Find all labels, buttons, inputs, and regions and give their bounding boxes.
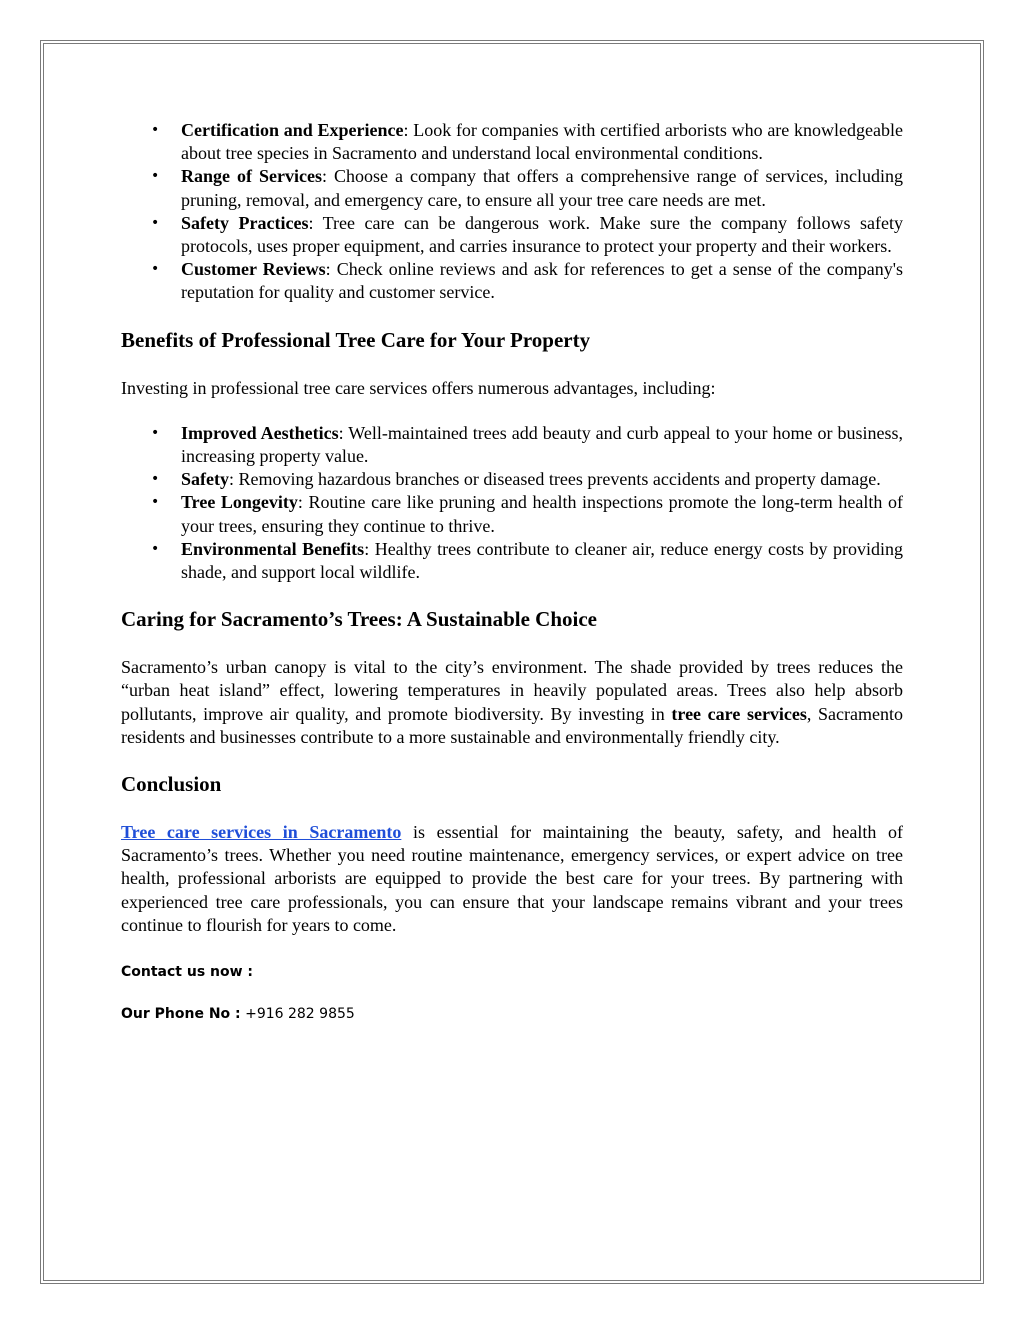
sustainable-text-before: Sacramento’s urban canopy is vital to the city’s environment. The shade provided by trees reduces the “urban heat island” effect, lowering temperatures in heavily populated areas. Trees also help absorb pollutants, improve air quality, and promote biodiversity. By investing in	[121, 657, 903, 724]
bullet-icon: •	[151, 214, 160, 231]
contact-label	[121, 963, 903, 981]
bullet-icon: •	[151, 122, 160, 138]
list-item-text: : Healthy trees contribute to cleaner air, reduce energy costs by providing shade, and support local wildlife.	[181, 538, 904, 583]
sustainable-heading: Caring for Sacramento’s Trees: A Sustainable Choice	[121, 607, 597, 632]
list-item	[121, 212, 903, 258]
list-item	[121, 165, 903, 211]
list-item-term: Customer Reviews	[181, 259, 326, 280]
bullet-icon: •	[151, 494, 160, 511]
list-item-text: : Well-maintained trees add beauty and curb appeal to your home or business, increasing property value.	[181, 422, 903, 467]
list-item-term: Safety Practices	[181, 212, 309, 233]
list-item	[121, 119, 903, 165]
phone-number[interactable]: +916 282 9855	[240, 1006, 355, 1023]
phone-line	[121, 1005, 903, 1023]
list-item	[121, 538, 903, 584]
conclusion-heading: Conclusion	[121, 772, 222, 797]
contact-label-text: Contact us now :	[121, 964, 254, 981]
list-item-text: : Routine care like pruning and health inspections promote the long-term health of your trees, ensuring they continue to thrive.	[181, 492, 903, 536]
list-item	[121, 258, 903, 304]
sustainable-paragraph	[121, 656, 903, 749]
conclusion-text: is essential for maintaining the beauty, safety, and health of Sacramento’s trees. Whether you need routine maintenance, emergency services, or expert advice on tree health, professional arborists are equipped to provide the best care for your trees. By partnering with experienced tree care professionals, you can ensure that your landscape remains vibrant and your trees continue to flourish for years to come.	[121, 822, 903, 935]
document-content	[121, 119, 903, 1023]
bullet-icon: •	[151, 261, 160, 278]
list-item-term: Environmental Benefits	[181, 538, 365, 559]
list-item-term: Range of Services	[181, 166, 322, 187]
benefits-intro: Investing in professional tree care services offers numerous advantages, including:	[121, 377, 716, 398]
list-item-term: Safety	[181, 469, 229, 490]
benefits-list	[121, 422, 903, 584]
tree-care-services-link[interactable]: Tree care services in Sacramento	[121, 822, 402, 843]
list-item-text: : Removing hazardous branches or diseased trees prevents accidents and property damage.	[229, 469, 881, 490]
conclusion-paragraph	[121, 821, 903, 937]
bullet-icon: •	[151, 540, 160, 557]
bullet-icon: •	[151, 168, 160, 185]
bullet-icon: •	[151, 424, 160, 441]
list-item-term: Certification and Experience	[181, 120, 404, 140]
list-item-term: Tree Longevity	[181, 492, 298, 513]
benefits-heading: Benefits of Professional Tree Care for Your Property	[121, 327, 591, 352]
criteria-list	[121, 119, 903, 305]
list-item-text: : Tree care can be dangerous work. Make sure the company follows safety protocols, uses proper equipment, and carries insurance to protect your property and their workers.	[181, 212, 903, 257]
list-item-term: Improved Aesthetics	[181, 422, 339, 443]
list-item	[121, 422, 903, 468]
list-item	[121, 491, 903, 537]
list-item-text: : Choose a company that offers a comprehensive range of services, including pruning, removal, and emergency care, to ensure all your tree care needs are met.	[181, 166, 904, 210]
phone-label: Our Phone No :	[121, 1006, 241, 1023]
bullet-icon: •	[151, 471, 160, 488]
sustainable-bold: tree care services	[671, 703, 807, 724]
list-item-text: : Look for companies with certified arborists who are knowledgeable about tree species in Sacramento and understand local environmental conditions.	[181, 120, 903, 164]
list-item	[121, 468, 903, 491]
list-item-text: : Check online reviews and ask for references to get a sense of the company's reputation for quality and customer service.	[181, 259, 904, 303]
sustainable-text-after: , Sacramento residents and businesses contribute to a more sustainable and environmentally friendly city.	[121, 703, 904, 747]
